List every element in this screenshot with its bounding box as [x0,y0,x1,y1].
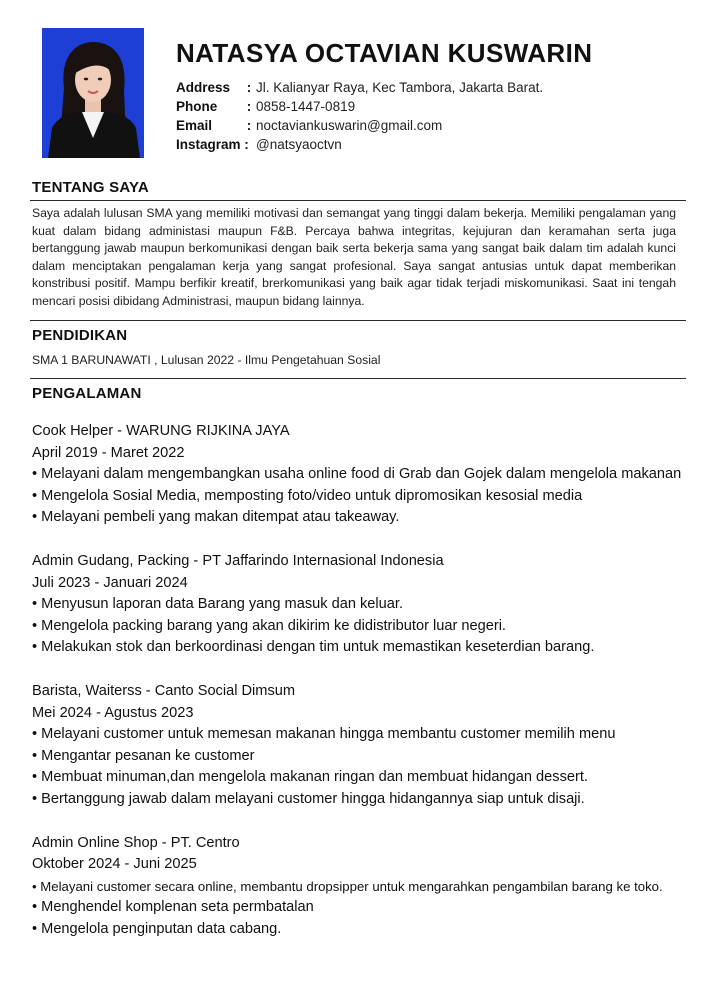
contact-row-phone [176,99,543,118]
job-bullet: • Mengelola Sosial Media, memposting foto/video untuk dipromosikan kesosial media [32,487,583,504]
job-period: April 2019 - Maret 2022 [32,444,185,461]
section-title-experience: PENGALAMAN [32,385,142,402]
section-title-about: TENTANG SAYA [32,179,149,196]
job-period: Mei 2024 - Agustus 2023 [32,704,194,721]
job-period: Juli 2023 - Januari 2024 [32,574,188,591]
job-position: Admin Gudang, Packing - PT Jaffarindo Internasional Indonesia [32,552,444,569]
job-bullet: • Melayani dalam mengembangkan usaha online food di Grab dan Gojek dalam mengelola makanan [32,466,682,483]
contact-instagram: @natsyaoctvn [256,137,342,152]
profile-photo [42,28,144,158]
job-position: Cook Helper - WARUNG RIJKINA JAYA [32,423,290,439]
divider [30,378,686,379]
portrait-illustration [42,28,144,158]
contact-colon: : [246,99,252,114]
contact-colon: : [246,118,252,133]
job-bullet: • Membuat minuman,dan mengelola makanan ringan dan membuat hidangan dessert. [32,769,588,786]
job-bullet: • Melayani pembeli yang makan ditempat atau takeaway. [32,509,400,526]
contact-row-email [176,118,543,137]
job-period: Oktober 2024 - Juni 2025 [32,856,197,873]
contact-label: Phone [176,99,218,114]
job-position: Admin Online Shop - PT. Centro [32,834,240,851]
contact-colon: : [246,80,252,95]
job-bullet: • Bertanggung jawab dalam melayani customer hingga hidangannya siap untuk disaji. [32,790,585,807]
job-bullet: • Mengelola penginputan data cabang. [32,920,282,937]
experience-list [32,421,692,962]
education-text: SMA 1 BARUNAWATI , Lulusan 2022 - Ilmu Pengetahuan Sosial [32,353,381,367]
experience-item [32,681,692,811]
contact-phone: 0858-1447-0819 [256,99,356,114]
contact-details [176,80,543,156]
contact-row-instagram [176,137,543,156]
divider [30,320,686,321]
experience-item [32,833,692,941]
job-bullet: • Menyusun laporan data Barang yang masuk dan keluar. [32,596,404,613]
contact-address: Jl. Kalianyar Raya, Kec Tambora, Jakarta Barat. [256,80,544,95]
divider [30,200,686,201]
experience-item [32,421,692,529]
about-text: Saya adalah lulusan SMA yang memiliki motivasi dan semangat yang tinggi dalam bekerja. Memiliki pengalaman yang kuat dalam bidang administasi maupun F&B. Percaya bahwa integritas, kejujuran dan keramahan serta juga bertanggung jawab maupun berkomunikasi dengan baik serta bekerja sama yang sangat baik dalam tim adalah kunci dalam menciptakan pengalaman kerja yang sangat profesional. Saya sangat antusias untuk dapat memberikan konstribusi positif. Mampu berfikir kreatif, brerkomunikasi yang baik agar tidak terjadi miskomunikasi. Saat ini tengah mencari posisi dibidang Administrasi, maupun bidang lainnya. [32,206,676,308]
job-bullet: • Mengantar pesanan ke customer [32,747,255,764]
job-bullet: • Menghendel komplenan seta permbatalan [32,899,314,916]
contact-label: Instagram : [176,137,249,152]
job-bullet: • Melayani customer untuk memesan makanan hingga membantu customer memilih menu [32,726,616,743]
job-position: Barista, Waiterss - Canto Social Dimsum [32,682,296,699]
job-bullet: • Mengelola packing barang yang akan dikirim ke didistributor luar negeri. [32,617,506,634]
contact-row-address [176,80,543,99]
contact-email: noctaviankuswarin@gmail.com [256,118,443,133]
contact-label: Email [176,118,213,133]
job-bullet: • Melakukan stok dan berkoordinasi dengan tim untuk memastikan keseterdian barang. [32,639,595,656]
job-bullet: • Melayani customer secara online, membantu dropsipper untuk mengarahkan pengambilan barang ke toko. [32,878,663,894]
experience-item [32,551,692,659]
contact-label: Address [176,80,231,95]
section-title-education: PENDIDIKAN [32,327,128,344]
candidate-name: NATASYA OCTAVIAN KUSWARIN [176,38,593,68]
